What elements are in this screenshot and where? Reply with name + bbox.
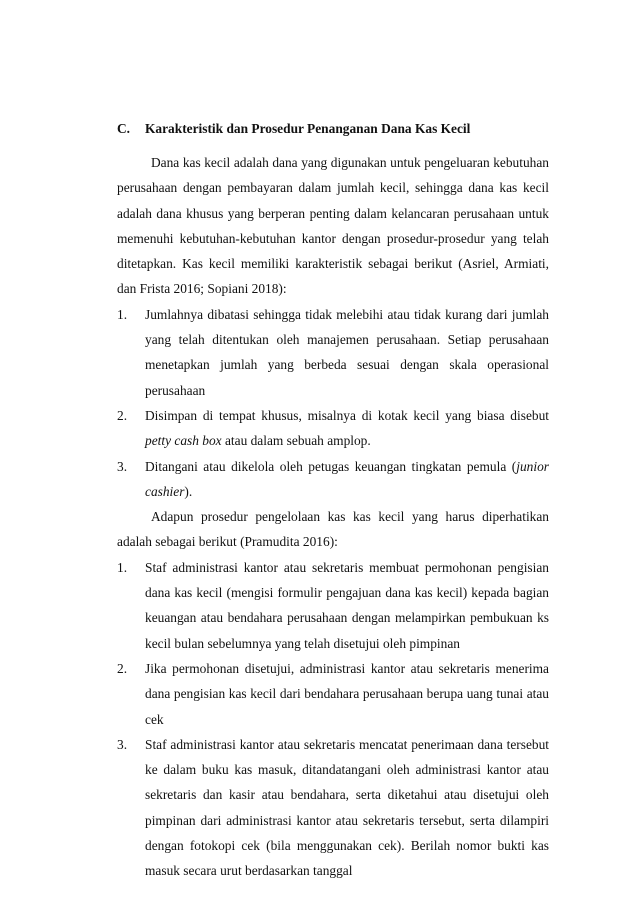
list-item-text: Staf administrasi kantor atau sekretaris mencatat penerimaan dana tersebut ke dalam buku kas masuk, ditandatangani oleh administrasi kantor atau sekretaris dan kasir atau bendahara, serta diketahui atau disetujui oleh pimpinan dari administrasi kantor atau sekretaris tersebut, serta dilampiri dengan fotokopi cek (bila menggunakan cek). Berilah nomor bukti kas masuk secara urut berdasarkan tanggal (145, 736, 549, 879)
list-item-text-end: atau dalam sebuah amplop. (221, 433, 371, 449)
list-item (117, 403, 549, 454)
list-item-text-end: ). (184, 483, 193, 499)
page-content (117, 119, 549, 884)
list-item (117, 656, 549, 732)
italic-term: petty cash box (145, 433, 222, 449)
list-item-text: Jumlahnya dibatasi sehingga tidak melebihi atau tidak kurang dari jumlah yang telah ditentukan oleh manajemen perusahaan. Setiap perusahaan menetapkan jumlah yang berbeda sesuai dengan skala operasional perusahaan (145, 306, 549, 398)
list-item-text-start: Ditangani atau dikelola oleh petugas keuangan tingkatan pemula ( (145, 458, 517, 474)
list-item (117, 454, 549, 505)
procedures-list (117, 555, 549, 884)
italic-term: junior cashier (145, 458, 549, 499)
list-item-text (145, 403, 549, 454)
list-number: 2. (117, 407, 128, 423)
section-letter: C. (117, 121, 131, 136)
list-number: 3. (117, 458, 128, 474)
section-heading (117, 119, 549, 139)
list-item-text (145, 454, 549, 505)
list-item (117, 732, 549, 884)
list-item-text: Jika permohonan disetujui, administrasi kantor atau sekretaris menerima dana pengisian kas kecil dari bendahara perusahaan berupa uang tunai atau cek (145, 660, 549, 727)
section-title: Karakteristik dan Prosedur Penanganan Dana Kas Kecil (145, 121, 471, 136)
list-item-text-start: Disimpan di tempat khusus, misalnya di kotak kecil yang biasa disebut (145, 407, 549, 423)
list-number: 2. (117, 660, 128, 676)
characteristics-list (117, 302, 549, 504)
list-item-text: Staf administrasi kantor atau sekretaris membuat permohonan pengisian dana kas kecil (mengisi formulir pengajuan dana kas kecil) kepada bagian keuangan atau bendahara perusahaan dengan melampirkan pembukuan ks kecil bulan sebelumnya yang telah disetujui oleh pimpinan (145, 559, 549, 651)
list-item (117, 302, 549, 403)
list-number: 3. (117, 736, 128, 752)
list-number: 1. (117, 559, 128, 575)
list-number: 1. (117, 306, 128, 322)
intro-paragraph: Dana kas kecil adalah dana yang digunakan untuk pengeluaran kebutuhan perusahaan dengan pembayaran dalam jumlah kecil, sehingga dana kas kecil adalah dana khusus yang berperan penting dalam kelancaran perusahaan untuk memenuhi kebutuhan-kebutuhan kantor dengan prosedur-prosedur yang telah ditetapkan. Kas kecil memiliki karakteristik sebagai berikut (Asriel, Armiati, dan Frista 2016; Sopiani 2018): (117, 155, 549, 297)
list-item (117, 555, 549, 656)
procedure-paragraph: Adapun prosedur pengelolaan kas kas kecil yang harus diperhatikan adalah sebagai berikut (Pramudita 2016): (117, 509, 549, 550)
